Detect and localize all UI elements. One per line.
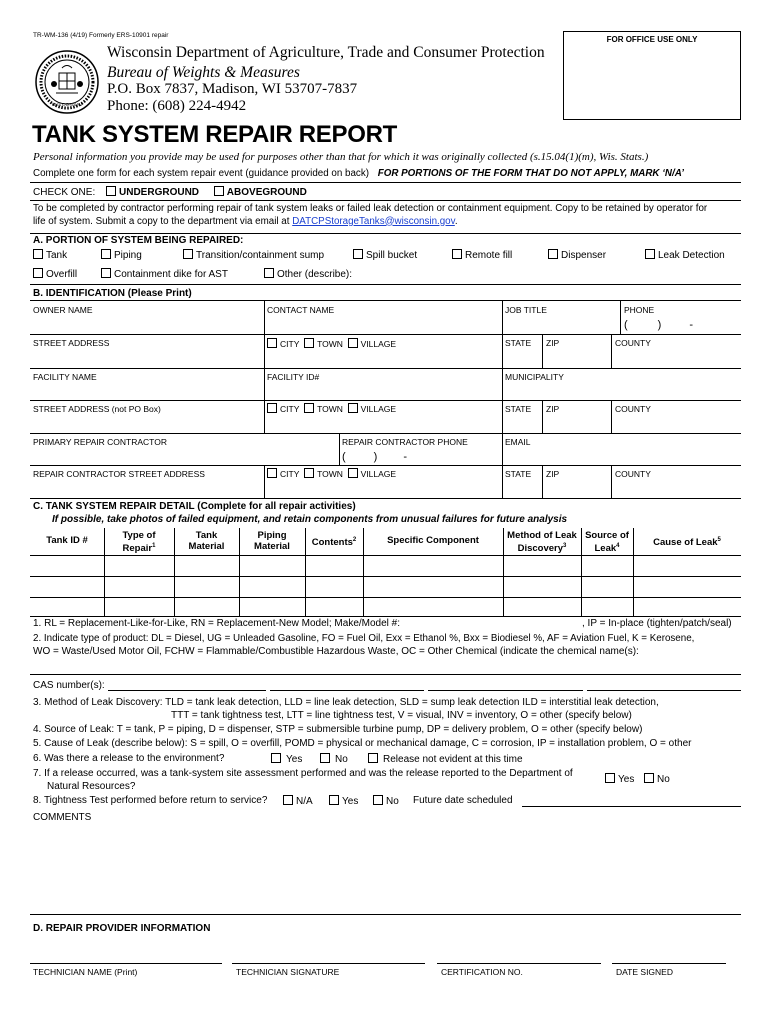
aboveground-label: ABOVEGROUND	[226, 187, 307, 198]
leak-detection-label: Leak Detection	[658, 250, 725, 261]
zip-label-1: ZIP	[546, 338, 560, 348]
other-label: Other (describe):	[277, 269, 353, 280]
contractor-note: To be completed by contractor performing repair of tank system leaks or failed leak detection or containment equipment. Copy to be retained by operator for life of system. Submit a copy to the department via email at DATCPStorageTanks@wisconsin.gov.	[33, 203, 741, 228]
office-use-box	[563, 31, 741, 120]
release-yes[interactable]: Yes	[271, 753, 302, 765]
comments-label: COMMENTS	[33, 812, 92, 823]
note-3b: TTT = tank tightness test, LTT = line tightness test, V = visual, INV = inventory, O = other (specify below)	[171, 710, 632, 721]
tank-label: Tank	[46, 250, 68, 261]
release-yes-checkbox[interactable]	[271, 753, 281, 763]
contact-name-label: CONTACT NAME	[267, 305, 335, 315]
check-one-label: CHECK ONE:	[33, 187, 96, 198]
opt-tank[interactable]	[33, 249, 67, 261]
tightness-no-checkbox[interactable]	[373, 795, 383, 805]
release-no-checkbox[interactable]	[320, 753, 330, 763]
city-town-village-2[interactable]: CITY TOWN VILLAGE	[267, 403, 396, 414]
bureau-name: Bureau of Weights & Measures	[107, 64, 300, 81]
note-1b: , IP = In-place (tighten/patch/seal)	[582, 618, 732, 629]
primary-contractor-label: PRIMARY REPAIR CONTRACTOR	[33, 437, 167, 447]
piping-checkbox[interactable]	[101, 249, 111, 259]
contractor-phone-label: REPAIR CONTRACTOR PHONE	[342, 437, 468, 447]
check-one-row	[33, 186, 307, 198]
piping-label: Piping	[114, 250, 142, 261]
note-5: 5. Cause of Leak (describe below): S = spill, O = overfill, POMD = physical or mechanical damage, C = corrosion, IP = installation problem, O = other	[33, 738, 692, 749]
agency-name: Wisconsin Department of Agriculture, Trade and Consumer Protection	[107, 44, 545, 61]
spill-label: Spill bucket	[366, 250, 418, 261]
opt-containment[interactable]	[101, 268, 228, 280]
city-town-village-3[interactable]: CITY TOWN VILLAGE	[267, 468, 396, 479]
assessment-yes-checkbox[interactable]	[605, 773, 615, 783]
underground-checkbox[interactable]	[106, 186, 116, 196]
state-seal	[34, 49, 100, 115]
underground-option[interactable]	[106, 187, 199, 198]
certification-label: CERTIFICATION NO.	[441, 967, 523, 977]
containment-label: Containment dike for AST	[114, 269, 228, 280]
page-title: TANK SYSTEM REPAIR REPORT	[32, 121, 397, 148]
office-use-label: FOR OFFICE USE ONLY	[606, 35, 698, 44]
release-not-evident-checkbox[interactable]	[368, 753, 378, 763]
note-7a: 7. If a release occurred, was a tank-system site assessment performed and was the release reported to the Department of	[33, 768, 573, 779]
opt-overfill[interactable]	[33, 268, 77, 280]
note-2b: WO = Waste/Used Motor Oil, FCHW = Flammable/Combustible Hazardous Waste, OC = Other Chemical (indicate the chemical name(s):	[33, 646, 639, 657]
contractor-note-line2: life of system. Submit a copy to the department via email at	[33, 215, 290, 227]
tightness-no[interactable]: No	[373, 795, 399, 807]
assessment-no-checkbox[interactable]	[644, 773, 654, 783]
section-c-subtitle: If possible, take photos of failed equipment, and retain components from unusual failures for future analysis	[52, 514, 568, 525]
col-cause-leak: Cause of Leak$^5$	[653, 537, 721, 549]
note-1a: 1. RL = Replacement-Like-for-Like, RN = Replacement-New Model; Make/Model #:	[33, 618, 401, 629]
opt-remote[interactable]	[452, 249, 512, 261]
tightness-na-checkbox[interactable]	[283, 795, 293, 805]
release-not-evident[interactable]: Release not evident at this time	[368, 753, 523, 765]
na-instructions: FOR PORTIONS OF THE FORM THAT DO NOT APPLY, MARK ‘N/A’	[377, 168, 684, 179]
city-town-village-1[interactable]: CITY TOWN VILLAGE	[267, 338, 396, 349]
dispenser-label: Dispenser	[561, 250, 607, 261]
instructions	[33, 168, 684, 179]
county-label-2: COUNTY	[615, 404, 651, 414]
section-b-title: B. IDENTIFICATION (Please Print)	[33, 288, 192, 299]
col-specific-component: Specific Component	[387, 535, 479, 546]
col-source-leak: Source of Leak$^4$	[585, 530, 629, 555]
job-title-label: JOB TITLE	[505, 305, 547, 315]
assessment-yes[interactable]: Yes	[605, 773, 634, 785]
state-label-1: STATE	[505, 338, 532, 348]
opt-piping[interactable]	[101, 249, 142, 261]
tank-checkbox[interactable]	[33, 249, 43, 259]
note-4: 4. Source of Leak: T = tank, P = piping, D = dispenser, STP = submersible turbine pump, DP = delivery problem, O = other (specify below)	[33, 724, 643, 735]
municipality-label: MUNICIPALITY	[505, 372, 564, 382]
technician-signature-label: TECHNICIAN SIGNATURE	[236, 967, 340, 977]
date-signed-label: DATE SIGNED	[616, 967, 673, 977]
opt-transition[interactable]	[183, 249, 324, 261]
note-6	[33, 753, 224, 764]
col-contents: Contents$^2$	[311, 537, 357, 549]
opt-spill[interactable]	[353, 249, 417, 261]
overfill-label: Overfill	[46, 269, 78, 280]
col-piping-material: Piping Material	[254, 530, 290, 552]
note-3a: 3. Method of Leak Discovery: TLD = tank leak detection, LLD = line leak detection, SLD = sump leak detection ILD = interstitial leak detection,	[33, 697, 659, 708]
note-2a: 2. Indicate type of product: DL = Diesel, UG = Unleaded Gasoline, FO = Fuel Oil, Exx = Ethanol %, Bxx = Biodiesel %, AF = Aviation Fuel, K = Kerosene,	[33, 633, 695, 644]
assessment-no[interactable]: No	[644, 773, 670, 785]
comments-area[interactable]	[30, 826, 741, 912]
facility-name-label: FACILITY NAME	[33, 372, 97, 382]
county-label-1: COUNTY	[615, 338, 651, 348]
dispenser-checkbox[interactable]	[548, 249, 558, 259]
tightness-na[interactable]: N/A	[283, 795, 313, 807]
street-address-label: STREET ADDRESS	[33, 338, 110, 348]
transition-checkbox[interactable]	[183, 249, 193, 259]
facility-street-label: STREET ADDRESS (not PO Box)	[33, 404, 161, 414]
other-checkbox[interactable]	[264, 268, 274, 278]
contractor-note-line1: To be completed by contractor performing repair of tank system leaks or failed leak detection or containment equipment. Copy to be retained by operator for	[33, 203, 708, 214]
opt-other[interactable]	[264, 268, 352, 280]
section-d-title: D. REPAIR PROVIDER INFORMATION	[33, 923, 211, 934]
opt-dispenser[interactable]	[548, 249, 606, 261]
future-date-label: Future date scheduled	[413, 795, 513, 806]
aboveground-option[interactable]	[214, 187, 307, 198]
underground-label: UNDERGROUND	[119, 187, 200, 198]
cas-label: CAS number(s):	[33, 680, 105, 691]
agency-phone: Phone: (608) 224-4942	[107, 98, 247, 114]
col-tank-id: Tank ID #	[46, 535, 88, 546]
col-tank-material: Tank Material	[188, 530, 225, 552]
col-method-discovery: Method of Leak Discovery$^3$	[507, 530, 577, 555]
transition-label: Transition/containment sump	[196, 250, 325, 261]
privacy-notice: Personal information you provide may be used for purposes other than that for which it was originally collected (s.15.04(1)(m), Wis. Stats.)	[33, 151, 649, 163]
leak-detection-checkbox[interactable]	[645, 249, 655, 259]
section-c-title: C. TANK SYSTEM REPAIR DETAIL (Complete for all repair activities)	[33, 501, 356, 512]
note-7b: Natural Resources?	[47, 781, 136, 792]
agency-address: P.O. Box 7837, Madison, WI 53707-7837	[107, 81, 358, 97]
note-8: 8. Tightness Test performed before return to service?	[33, 795, 268, 806]
owner-name-label: OWNER NAME	[33, 305, 93, 315]
phone-format: ( ) -	[624, 319, 694, 331]
county-label-3: COUNTY	[615, 469, 651, 479]
instructions-text: Complete one form for each system repair event (guidance provided on back)	[33, 168, 369, 179]
tightness-yes-checkbox[interactable]	[329, 795, 339, 805]
phone-label: PHONE	[624, 305, 655, 315]
aboveground-checkbox[interactable]	[214, 186, 224, 196]
section-a-title: A. PORTION OF SYSTEM BEING REPAIRED:	[33, 235, 244, 246]
remote-fill-checkbox[interactable]	[452, 249, 462, 259]
zip-label-3: ZIP	[546, 469, 560, 479]
opt-leak[interactable]	[645, 249, 725, 261]
seal-text: WISCONSIN	[51, 102, 83, 107]
release-no[interactable]: No	[320, 753, 348, 765]
col-type-of-repair: Type of Repair$^1$	[122, 530, 156, 555]
state-label-3: STATE	[505, 469, 532, 479]
technician-name-label: TECHNICIAN NAME (Print)	[33, 967, 138, 977]
contractor-phone-format: ( ) -	[342, 451, 408, 463]
state-label-2: STATE	[505, 404, 532, 414]
note-6-text: 6. Was there a release to the environment?	[33, 753, 225, 764]
zip-label-2: ZIP	[546, 404, 560, 414]
remote-fill-label: Remote fill	[465, 250, 513, 261]
spill-checkbox[interactable]	[353, 249, 363, 259]
form-id: TR-WM-136 (4/19) Formerly ERS-10901 repair	[33, 32, 169, 39]
containment-checkbox[interactable]	[101, 268, 111, 278]
email-label: EMAIL	[505, 437, 531, 447]
overfill-checkbox[interactable]	[33, 268, 43, 278]
tightness-yes[interactable]: Yes	[329, 795, 358, 807]
facility-id-label: FACILITY ID#	[267, 372, 320, 382]
contractor-street-label: REPAIR CONTRACTOR STREET ADDRESS	[33, 469, 205, 479]
contractor-email-link[interactable]: DATCPStorageTanks@wisconsin.gov	[292, 215, 455, 227]
